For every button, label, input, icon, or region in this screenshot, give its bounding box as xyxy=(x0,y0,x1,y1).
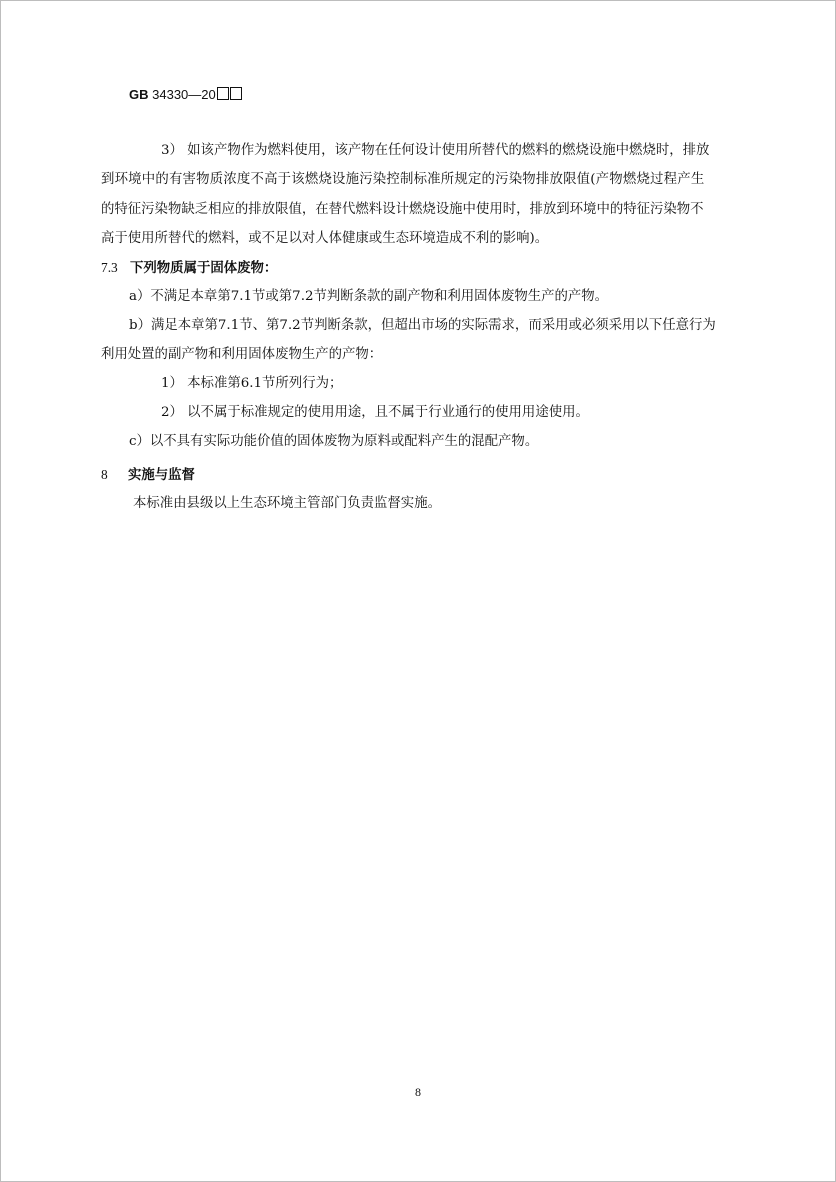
section-title: 实施与监督 xyxy=(127,468,195,483)
standard-code-header xyxy=(129,87,242,102)
section-number: 8 xyxy=(101,467,108,482)
item-3-line-3: 的特征污染物缺乏相应的排放限值，在替代燃料设计燃烧设施中使用时，排放到环境中的特征污染物不 xyxy=(101,202,704,217)
item-a: a）不满足本章第7.1节或第7.2节判断条款的副产物和利用固体废物生产的产物。 xyxy=(129,289,609,304)
placeholder-box-2 xyxy=(230,87,242,100)
item-b-1: 1） 本标准第6.1节所列行为； xyxy=(161,376,343,391)
standard-prefix: GB xyxy=(129,87,149,102)
placeholder-box-1 xyxy=(217,87,229,100)
item-3-line-2: 到环境中的有害物质浓度不高于该燃烧设施污染控制标准所规定的污染物排放限值(产物燃烧过程产生 xyxy=(101,172,705,187)
page-number: 8 xyxy=(415,1085,421,1099)
item-b-line-2: 利用处置的副产物和利用固体废物生产的产物： xyxy=(101,347,383,362)
item-b-2: 2） 以不属于标准规定的使用用途，且不属于行业通行的使用用途使用。 xyxy=(161,405,589,420)
item-3-line-1: 3） 如该产物作为燃料使用，该产物在任何设计使用所替代的燃料的燃烧设施中燃烧时，排放 xyxy=(161,143,710,158)
section-number: 7.3 xyxy=(101,260,118,275)
item-c: c）以不具有实际功能价值的固体废物为原料或配料产生的混配产物。 xyxy=(129,434,539,449)
section-title: 下列物质属于固体废物： xyxy=(130,261,278,276)
item-b-line-1: b）满足本章第7.1节、第7.2节判断条款，但超出市场的实际需求，而采用或必须采用以下任意行为 xyxy=(129,318,716,333)
section-8-heading xyxy=(101,462,195,488)
section-8-text: 本标准由县级以上生态环境主管部门负责监督实施。 xyxy=(133,496,441,511)
section-7-3-heading xyxy=(101,255,277,281)
standard-number: 34330—20 xyxy=(152,87,216,102)
item-3-line-4: 高于使用所替代的燃料，或不足以对人体健康或生态环境造成不利的影响)。 xyxy=(101,231,549,246)
